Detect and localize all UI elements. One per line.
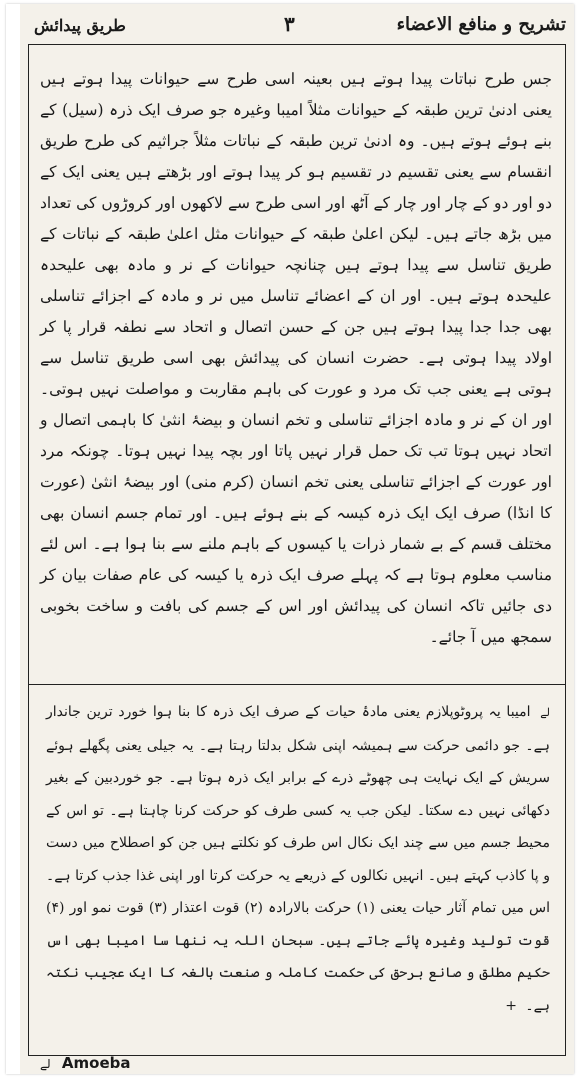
footnote-text: یہ پروٹوپلازم یعنی مادۂ حیات کے صرف ایک ذرہ کا بنا ہوا خورد ترین جاندار ہے۔ جو دائمی حرکت سے ہمیشہ اپنی شکل بدلتا رہتا ہے۔ یہ جیلی یعنی پگھلے ہوئے سریش کے ایک نہایت ہی چھوٹے ذرے کے برابر ایک ذرہ ہوتا ہے۔ جو خوردبین کے بغیر دکھائی نہیں دے سکتا۔ لیکن جب یہ کسی طرف کو حرکت کرنا چاہتا ہے۔ تو اس کے محیط جسم میں سے چند ایک نکال اس طرف کو نکلتے ہیں جن کو اصطلاح میں دست و پا کاذب کہتے ہیں۔ انہیں نکالوں کے ذریعے یہ حرکت کرتا اور اپنی غذا جذب کرتا ہے۔ اس میں تمام آثار حیات یعنی (۱) حرکت بالارادہ (۲) قوت اعتذار (۳) قوت نمو اور (۴) قوت تولید وغیرہ پائے جاتے ہیں۔ سبحان اللہ یہ ننھا سا امیبا بھی اس حکیم مطلق و صانع برحق کی حکمت کاملہ و صنعت بالغہ کا ایک عجیب نکتہ ہے۔ [46, 704, 550, 1014]
page-header [28, 10, 566, 40]
section-title: طریق پیدائش [34, 16, 126, 35]
footnote [46, 696, 550, 1022]
bottom-note [40, 1054, 240, 1072]
bottom-note-term: Amoeba [61, 1054, 131, 1072]
footnote-lead: امیبا [506, 704, 531, 720]
footnote-end-mark: + [505, 997, 517, 1014]
main-paragraph: جس طرح نباتات پیدا ہوتے ہیں بعینہ اسی طرح سے حیوانات پیدا ہوتے ہیں یعنی ادنیٰ ترین طبقہ کے حیوانات مثلاً امیبا وغیرہ جو صرف ایک ذرہ (سیل) کے بنے ہوئے ہوتے ہیں۔ وہ ادنیٰ ترین طبقہ کے نباتات مثلاً جراثیم کی طرح طریق انقسام سے یعنی تقسیم در تقسیم ہو کر پیدا ہوتے اور بڑھتے ہیں یعنی ایک کے دو اور دو کے چار اور چار کے آٹھ اور اسی طرح سے لاکھوں اور کروڑوں کی تعداد میں بڑھ جاتے ہیں۔ لیکن اعلیٰ طبقہ کے حیوانات مثل اعلیٰ طبقہ کے نباتات کے طریق تناسل سے پیدا ہوتے ہیں چنانچہ حیوانات کے نر و مادہ بھی علیحدہ علیحدہ ہوتے ہیں۔ اور ان کے اعضائے تناسل میں نر و مادہ کے اجزائے تناسلی بھی جدا جدا پیدا ہوتے ہیں جن کے حسن اتصال و اتحاد سے نطفہ قرار پا کر اولاد پیدا ہوتی ہے۔ حضرت انسان کی پیدائش بھی اسی طریق تناسل سے ہوتی ہے یعنی جب تک مرد و عورت کی باہم مقاربت و مواصلت نہیں ہوتی۔ اور ان کے نر و مادہ اجزائے تناسلی و تخم انسان و بیضۂ انثیٰ کا باہمی اتصال و اتحاد نہیں ہوتا تب تک حمل قرار نہیں پاتا اور بچہ پیدا نہیں ہوتا۔ چونکہ مرد اور عورت کے اجزائے تناسلی یعنی تخم انسان (کرم منی) اور بیضۂ انثیٰ (عورت کا انڈا) صرف ایک ایک ذرہ کیسہ کے بنے ہوئے ہیں۔ اور تمام جسم انسان بھی مختلف قسم کے بے شمار ذرات یا کیسوں کے باہم ملنے سے بنا ہوا ہے۔ اس لئے مناسب معلوم ہوتا ہے کہ پہلے صرف ایک ذرہ یا کیسہ کی عام صفات بیان کر دی جائیں تاکہ انسان کی پیدائش اور اس کے جسم کی بافت و ساخت بخوبی سمجھ میں آ جائے۔ [40, 70, 552, 646]
footnote-paragraph [46, 696, 550, 1022]
footnote-marker: لے [540, 706, 550, 719]
footnote-divider [28, 684, 566, 685]
bottom-note-marker: لے [40, 1057, 51, 1071]
book-title: تشریح و منافع الاعضاء [396, 14, 566, 35]
book-page [6, 4, 574, 1074]
page-number: ۳ [284, 12, 295, 36]
page-left-strip [6, 4, 20, 1074]
main-body [40, 64, 552, 653]
